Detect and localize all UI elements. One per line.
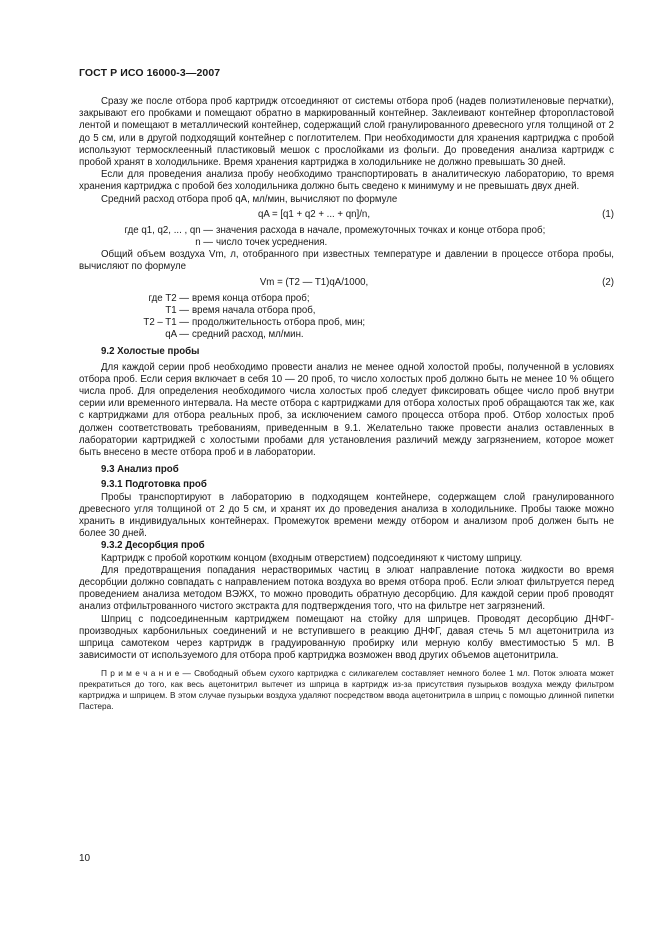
paragraph-desorption-1: Картридж с пробой коротким концом (входным отверстием) подсоединяют к чистому шприцу.: [101, 552, 523, 564]
paragraph-volume-intro: Общий объем воздуха Vm, л, отобранного при известных температуре и давлении в процессе отбора пробы, вычисляют по формуле: [79, 249, 614, 273]
where-row: [79, 225, 614, 237]
where-desc: время конца отбора проб;: [192, 292, 310, 304]
document-header: ГОСТ Р ИСО 16000-3—2007: [79, 67, 221, 79]
formula-1-expression: qA = [q1 + q2 + ... + qn]/n,: [257, 208, 371, 220]
where-row: [79, 293, 614, 305]
paragraph-sample-prep: Пробы транспортируют в лабораторию в подходящем контейнере, содержащем слой гранулированного древесного угля толщиной от 2 до 5 см, и хранят их до проведения анализа в холодильнике. Пробы также можно хранить в индивидуальных контейнерах. Промежуток времени между отбором и анализом проб должен быть не более 30 дней.: [79, 491, 614, 540]
document-body: [79, 96, 614, 712]
where-desc: время начала отбора проб,: [192, 304, 316, 316]
section-heading-9-2: 9.2 Холостые пробы: [101, 346, 200, 358]
section-heading-9-3-1: 9.3.1 Подготовка проб: [101, 479, 207, 491]
note: П р и м е ч а н и е — Свободный объем сухого картриджа с силикагелем составляет немного более 1 мл. Поток элюата может прекратиться до того, как весь ацетонитрил вытечет из шприца в картридж из-за присутствия пузырьков воздуха между фильтром картриджа и шприцем. В этом случае пузырьки воздуха удаляют посредством ввода ацетонитрила в шприц с помощью длинной пипетки Пастера.: [79, 668, 614, 712]
where-desc: продолжительность отбора проб, мин;: [192, 316, 366, 328]
paragraph-blank-samples: Для каждой серии проб необходимо провести анализ не менее одной холостой пробы, полученной в условиях отбора проб. Если серия включает в себя 10 — 20 проб, то число холостых проб должно быть не менее 10 % общего числа проб. Для определения необходимого числа холостых проб следует фиксировать общее число проб внутри серии или временного интервала. На месте отбора с картриджами для отбора холостых проб обращаются так же, как с картриджами для отбора реальных проб, за исключением самого процесса отбора проб. Отбор холостых проб должен соответствовать требованиям, приведенным в 9.1. Желательно также провести анализ оставленных в лаборатории картриджей с холостыми пробами для установления различий между загрязнением, которое может быть внесено в месте отбора проб и в лаборатории.: [79, 361, 614, 458]
where-row: [79, 329, 614, 341]
where-term: n —: [195, 237, 213, 249]
formula-2: [79, 277, 614, 290]
section-heading-9-3-2: 9.3.2 Десорбция проб: [101, 540, 205, 552]
where-term: где q1, q2, ... , qn —: [124, 224, 213, 236]
where-desc: число точек усреднения.: [216, 237, 328, 249]
paragraph-desorption-2: Для предотвращения попадания нерастворимых частиц в элюат направление потока жидкости во время десорбции должно совпадать с направлением потока воздуха во время отбора проб. Если элюат фильтруется перед проведением анализа методом ВЭЖХ, то можно проводить обратную десорбцию. Для каждой серии проб проводят анализ отфильтрованного чистого экстракта для подтверждения того, что на фильтре нет загрязнений.: [79, 564, 614, 613]
where-row: [79, 317, 614, 329]
where-desc: значения расхода в начале, промежуточных точках и конце отбора проб;: [216, 224, 546, 236]
where-term: qA —: [165, 329, 189, 341]
where-term: где T2 —: [148, 292, 189, 304]
section-heading-9-3: 9.3 Анализ проб: [101, 464, 179, 476]
paragraph-storage: Сразу же после отбора проб картридж отсоединяют от системы отбора проб (надев полиэтиленовые перчатки), закрывают его пробками и помещают обратно в маркированный контейнер. Заклеивают контейнер фторопластовой лентой и помещают в металлический контейнер, содержащий слой гранулированного древесного угля толщиной от 2 до 5 см, или в другой подходящий контейнер с поглотителем. При необходимости для хранения картриджа с пробой используют термосклеенный пластиковый мешок с прослойками из фольги. До проведения анализа картридж с пробой хранят в холодильнике. Время хранения картриджа в холодильнике не должно превышать 30 дней.: [79, 96, 614, 169]
where-term: T2 – T1 —: [143, 316, 189, 328]
page-number: 10: [79, 853, 91, 864]
where-term: T1 —: [165, 304, 189, 316]
where-row: [79, 237, 614, 249]
paragraph-transport: Если для проведения анализа пробу необходимо транспортировать в аналитическую лабораторию, то время хранения картриджа с пробой без холодильника должно быть сведено к минимуму и не превышать двух дней.: [79, 169, 614, 193]
where-desc: средний расход, мл/мин.: [192, 329, 304, 341]
formula-1: [79, 209, 614, 222]
formula-1-number: (1): [602, 208, 614, 220]
formula-2-number: (2): [602, 276, 614, 288]
paragraph-desorption-3: Шприц с подсоединенным картриджем помещают на стойку для шприцев. Проводят десорбцию ДНФГ-производных карбонильных соединений и не вступившего в реакцию ДНФГ, давая стечь 5 мл ацетонитрила из шприца самотеком через картридж в градуированную пробирку или мерную колбу вместимостью 5 мл. В зависимости от используемого для отбора проб картриджа возможен ввод других объемов ацетонитрила.: [79, 613, 614, 662]
formula-2-expression: Vm = (T2 — T1)qA/1000,: [259, 276, 369, 288]
paragraph-flow-intro: Средний расход отбора проб qA, мл/мин, вычисляют по формуле: [101, 193, 398, 205]
where-row: [79, 305, 614, 317]
